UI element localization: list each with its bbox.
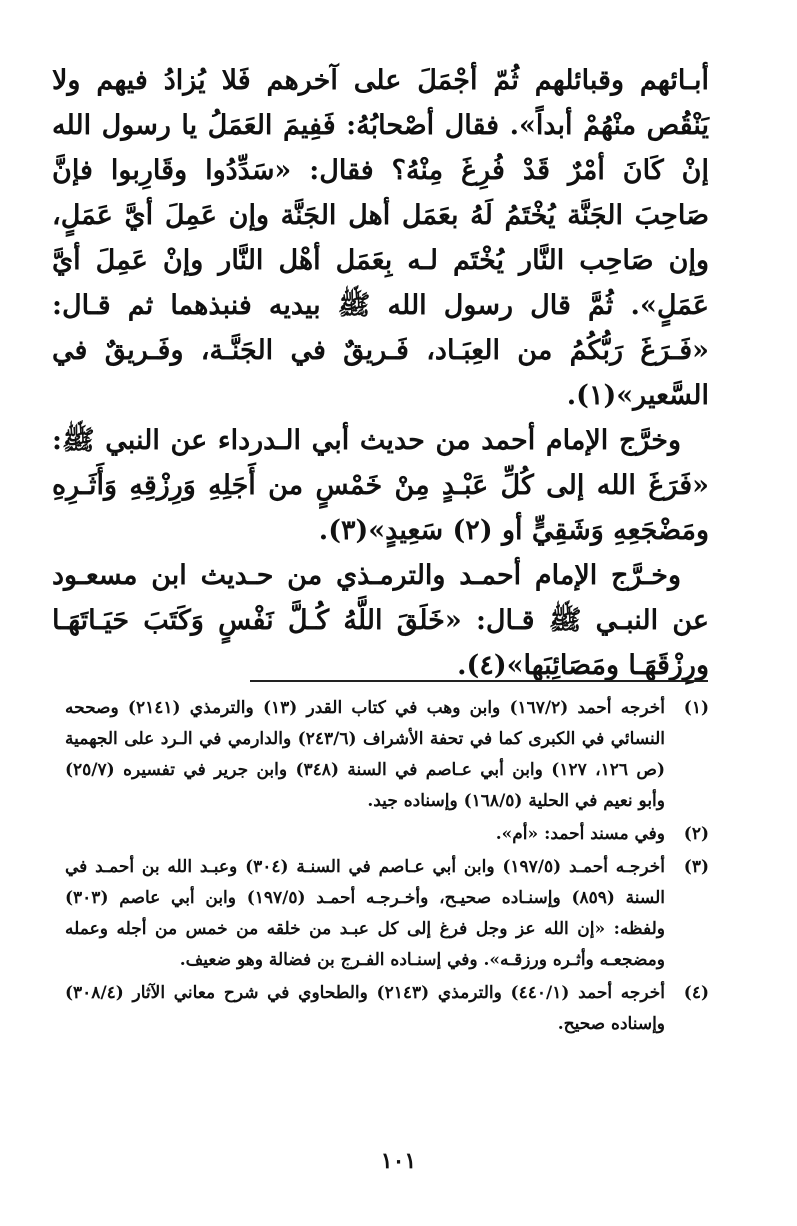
footnote-item xyxy=(65,852,709,976)
footnote-number: (٣) xyxy=(683,857,709,877)
footnote-text: أخرجه أحمد (٤٤٠/١) والترمذي (٢١٤٣) والطحاوي في شرح معاني الآثار (٣٠٨/٤) وإسناده صحيح. xyxy=(65,983,665,1034)
footnote-item xyxy=(65,978,709,1040)
footnote-text: أخرجه أحمد (١٦٧/٢) وابن وهب في كتاب القدر (١٣) والترمذي (٢١٤١) وصححه النسائي في الكبرى كما في تحفة الأشراف (٢٤٣/٦) والدارمي في الـرد على الجهمية (ص ١٢٦، ١٢٧) وابن أبي عـاصم في السنة (٣٤٨) وابن جرير في تفسيره (٢٥/٧) وأبو نعيم في الحلية (١٦٨/٥) وإسناده جيد. xyxy=(65,698,666,811)
footnote-text: أخرجـه أحمـد (١٩٧/٥) وابن أبي عـاصم في السنـة (٣٠٤) وعبـد الله بن أحمـد في السنة (٨٥٩) وإسنـاده صحيـح، وأخـرجـه أحمـد (١٩٧/٥) وابن أبي عاصم (٣٠٣) ولفظه: «إن الله عز وجل فرغ إلى كل عبـد من خلقه من خمس من أجله وعمله ومضجعـه وأثـره ورزقـه». وفي إسنـاده الفـرج بن فضالة وهو ضعيف. xyxy=(65,857,666,970)
paragraph-1: أبـائهم وقبائلهم ثُمّ أجْمَلَ على آخرهم فَلا يُزادُ فيهم ولا يَنْقُص منْهُمْ أبداً». فقال أصْحابُهُ: فَفِيمَ العَمَلُ يا رسول الله إنْ كَانَ أمْرٌ قَدْ فُرِغَ مِنْهُ؟ فقال: «سَدِّدُوا وقَارِبوا فإنَّ صَاحِبَ الجَنَّة يُخْتَمُ لَهُ بعَمَل أهل الجَنَّة وإن عَمِلَ أيَّ عَمَلٍ، وإن صَاحِب النَّار يُخْتَم لـه بِعَمَل أهْل النَّار وإنْ عَمِلَ أيَّ عَمَلٍ». ثُمَّ قال رسول الله ﷺ بيديه فنبذهما ثم قـال: «فَـرَغَ رَبُّكُمُ من العِبَـاد، فَـريقٌ في الجَنَّـة، وفَـريقٌ في السَّعير»(١). xyxy=(52,65,709,411)
footnote-number: (١) xyxy=(683,698,709,718)
footnote-divider xyxy=(250,680,708,682)
page-number: ١٠١ xyxy=(380,1148,417,1174)
paragraph-2: وخرَّج الإمام أحمد من حديث أبي الـدرداء عن النبي ﷺ: «فَرَغَ الله إلى كُلِّ عَبْـدٍ مِنْ خَمْسٍ من أَجَلِهِ وَرِزْقِهِ وَأَثَـرِهِ ومَضْجَعِهِ وَشَقِيٍّ أو (٢) سَعِيدٍ»(٣). xyxy=(52,425,709,546)
paragraph-3: وخـرَّج الإمام أحمـد والترمـذي من حـديث ابن مسعـود عن النبـي ﷺ قـال: «خَلَقَ اللَّهُ كُـلَّ نَفْسٍ وَكَتَبَ حَيَـاتَهَـا ورِزْقَهَـا ومَصَائِبَها»(٤). xyxy=(52,560,709,681)
footnote-number: (٤) xyxy=(683,983,709,1003)
footnote-text: وفي مسند أحمد: «أم». xyxy=(495,824,665,844)
footnote-item xyxy=(65,819,709,850)
footnote-number: (٢) xyxy=(683,824,709,844)
main-text xyxy=(52,58,709,688)
footnotes xyxy=(65,693,709,1042)
footnote-item xyxy=(65,693,709,817)
